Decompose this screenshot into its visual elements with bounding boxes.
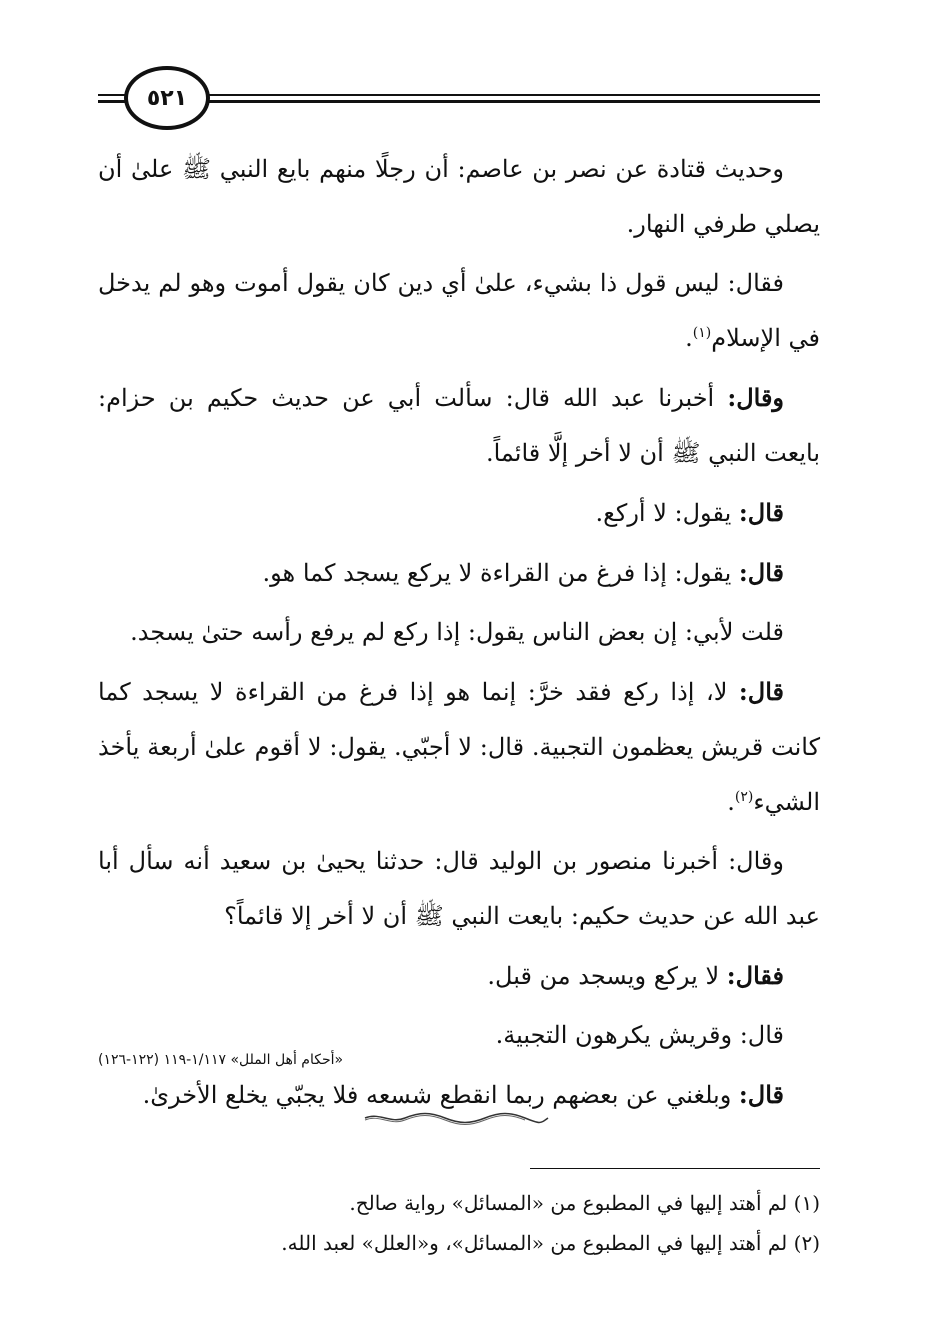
footnote-ref-2: (٢) — [734, 789, 754, 805]
paragraph-3: وقال: أخبرنا عبد الله قال: سألت أبي عن حديث حكيم بن حزام: بايعت النبي ﷺ أن لا أخر إلَّا قائماً. — [98, 383, 820, 467]
footnote-number: (٢) — [793, 1231, 820, 1255]
paragraph-9: فقال: لا يركع ويسجد من قبل. — [487, 961, 784, 990]
footnote-text: لم أهتد إليها في المطبوع من «المسائل» رواية صالح. — [349, 1191, 788, 1215]
paragraph-11: قال: وبلغني عن بعضهم ربما انقطع شسعه فلا يجبّي يخلع الأخرىٰ. — [142, 1080, 784, 1109]
speaker-label: قال: — [738, 677, 784, 706]
main-text — [98, 142, 820, 1127]
speaker-label: قال: — [738, 558, 784, 587]
page-number: ٥٢١ — [146, 85, 188, 111]
source-citation: «أحكام أهل الملل» ١/١١٧-١١٩ (١٢٢-١٢٦) — [98, 1052, 344, 1068]
footnotes — [98, 1183, 820, 1263]
paragraph-10: قال: وقريش يكرهون التجبية. — [495, 1021, 784, 1049]
footnote-1 — [98, 1183, 820, 1223]
paragraph-6: قلت لأبي: إن بعض الناس يقول: إذا ركع لم يرفع رأسه حتىٰ يسجد. — [130, 618, 784, 646]
speaker-label: قال: — [738, 1080, 784, 1109]
speaker-label: قال: — [738, 498, 784, 527]
footnote-text: لم أهتد إليها في المطبوع من «المسائل»، و«العلل» لعبد الله. — [281, 1231, 788, 1255]
footnote-ref-1: (١) — [692, 325, 712, 341]
footnote-2 — [98, 1223, 820, 1263]
paragraph-2: فقال: ليس قول ذا بشيء، علىٰ أي دين كان يقول أموت وهو لم يدخل في الإسلام$^{(١)}$. — [98, 269, 820, 352]
paragraph-5: قال: يقول: إذا فرغ من القراءة لا يركع يسجد كما هو. — [262, 558, 784, 587]
footnote-number: (١) — [793, 1191, 820, 1215]
paragraph-7: قال: لا، إذا ركع فقد خرَّ: إنما هو إذا فرغ من القراءة لا يسجد كما كانت قريش يعظمون التجبية. قال: لا أجبّي. يقول: لا أقوم علىٰ أربعة يأخذ الشيء$^{(٢)}$. — [98, 677, 820, 816]
paragraph-1: وحديث قتادة عن نصر بن عاصم: أن رجلًا منهم بايع النبي ﷺ علىٰ أن يصلي طرفي النهار. — [98, 155, 820, 238]
page-number-badge — [124, 66, 210, 130]
speaker-label: فقال: — [726, 961, 784, 990]
speaker-label: وقال: — [727, 383, 784, 412]
paragraph-8: وقال: أخبرنا منصور بن الوليد قال: حدثنا يحيىٰ بن سعيد أنه سأل أبا عبد الله عن حديث حكيم: بايعت النبي ﷺ أن لا أخر إلا قائماً؟ — [98, 847, 820, 930]
section-ornament — [360, 1110, 550, 1126]
footnote-separator — [530, 1168, 820, 1169]
paragraph-4: قال: يقول: لا أركع. — [595, 498, 784, 527]
